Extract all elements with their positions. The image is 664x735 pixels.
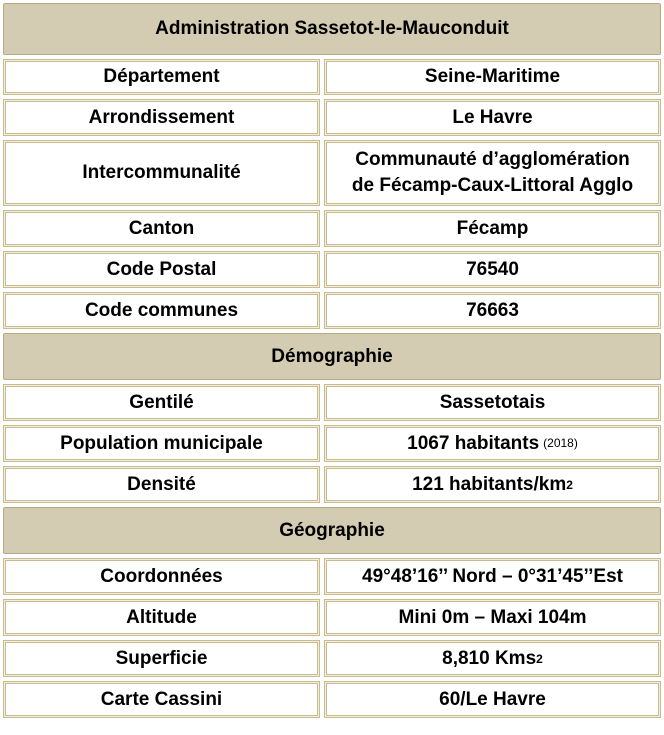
label-code-communes: Code communes (3, 292, 320, 329)
label-code-postal: Code Postal (3, 251, 320, 288)
value-population (324, 425, 661, 462)
value-coordonnees: 49°48’16’’ Nord – 0°31’45’’Est (324, 558, 661, 595)
row-canton (3, 210, 661, 247)
label-gentile: Gentilé (3, 384, 320, 421)
population-year: (2018) (543, 436, 578, 451)
label-canton: Canton (3, 210, 320, 247)
value-intercommunalite (324, 140, 661, 206)
value-carte-cassini: 60/Le Havre (324, 681, 661, 718)
value-code-communes: 76663 (324, 292, 661, 329)
label-coordonnees: Coordonnées (3, 558, 320, 595)
row-densite (3, 466, 661, 503)
value-arrondissement: Le Havre (324, 99, 661, 136)
section-header-geographie: Géographie (3, 507, 661, 554)
row-arrondissement (3, 99, 661, 136)
label-carte-cassini: Carte Cassini (3, 681, 320, 718)
label-intercommunalite: Intercommunalité (3, 140, 320, 206)
densite-value: 121 habitants/km (412, 473, 567, 495)
value-gentile: Sassetotais (324, 384, 661, 421)
value-intercommunalite-line2: de Fécamp-Caux-Littoral Agglo (351, 175, 634, 196)
population-value: 1067 habitants (407, 432, 540, 454)
label-densite: Densité (3, 466, 320, 503)
value-code-postal: 76540 (324, 251, 661, 288)
row-gentile (3, 384, 661, 421)
row-altitude (3, 599, 661, 636)
row-superficie (3, 640, 661, 677)
row-coordonnees (3, 558, 661, 595)
value-intercommunalite-line1: Communauté d’agglomération (355, 149, 630, 171)
value-altitude: Mini 0m – Maxi 104m (324, 599, 661, 636)
info-table (3, 3, 661, 722)
value-superficie: 8,810 Kms 2 (324, 640, 661, 677)
row-intercommunalite (3, 140, 661, 206)
superficie-value: 8,810 Kms (442, 647, 537, 669)
value-departement: Seine-Maritime (324, 59, 661, 95)
label-altitude: Altitude (3, 599, 320, 636)
row-population (3, 425, 661, 462)
section-header-administration: Administration Sassetot-le-Mauconduit (3, 3, 661, 55)
label-arrondissement: Arrondissement (3, 99, 320, 136)
row-departement (3, 59, 661, 95)
row-carte-cassini (3, 681, 661, 718)
section-header-demographie: Démographie (3, 333, 661, 380)
row-code-communes (3, 292, 661, 329)
label-departement: Département (3, 59, 320, 95)
label-population: Population municipale (3, 425, 320, 462)
label-superficie: Superficie (3, 640, 320, 677)
value-canton: Fécamp (324, 210, 661, 247)
row-code-postal (3, 251, 661, 288)
value-densite: 121 habitants/km 2 (324, 466, 661, 503)
